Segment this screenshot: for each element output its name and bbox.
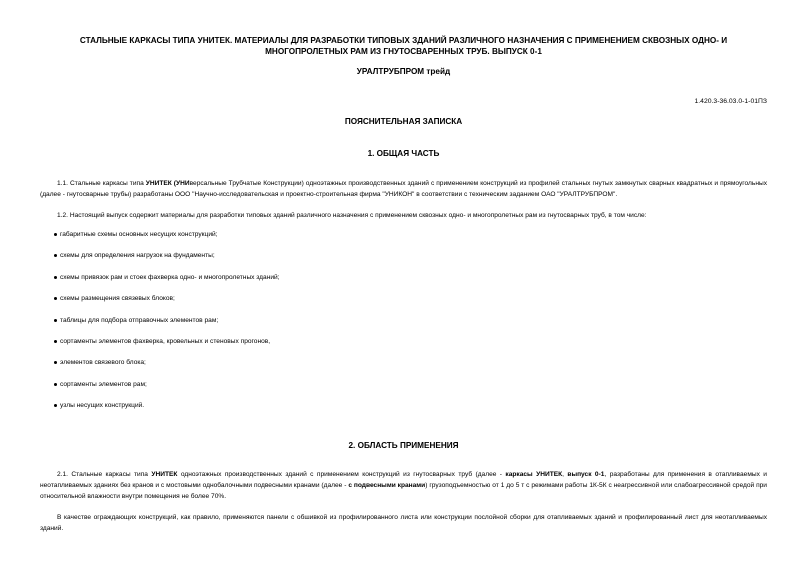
list-item: схемы привязок рам и стоек фахверка одно- и многопролетных зданий; [54,273,280,282]
bold-vypusk: выпуск 0-1 [567,471,605,478]
publisher-name: УРАЛТРУБПРОМ трейд [356,67,451,76]
bullet-icon [54,233,57,236]
list-item: таблицы для подбора отправочных элементов рам; [54,316,218,325]
section-1-heading: 1. ОБЩАЯ ЧАСТЬ [367,149,440,158]
list-item: схемы размещения связевых блоков; [54,294,175,303]
list-item: элементов связевого блока; [54,358,146,367]
title-line-1: СТАЛЬНЫЕ КАРКАСЫ ТИПА УНИТЕК. МАТЕРИАЛЫ ДЛЯ РАЗРАБОТКИ ТИПОВЫХ ЗДАНИЙ РАЗЛИЧНОГО НАЗНАЧЕНИЯ С ПРИМЕНЕНИЕМ СКВОЗНЫХ ОДНО- И [79,36,728,45]
bullet-icon [54,404,57,407]
bullet-icon [54,340,57,343]
bullet-icon [54,297,57,300]
bullet-icon [54,383,57,386]
list-item: узлы несущих конструкций. [54,401,144,410]
p1-text-b: версальные Трубчатые Конструкции) одноэтажных производственных зданий с применением конструкций из профилей стальных гнутых замкнутых сварных квадратных и прямоугольных (далее - гнутосварные трубы) разработаны ООО "Научно-исследовательская и проектно-строительная фирма "УНИКОН" в соответствии с техническим заданием ОАО "УРАЛТРУБПРОМ". [40,180,768,198]
section-2-heading: 2. ОБЛАСТЬ ПРИМЕНЕНИЯ [348,441,459,450]
bullet-icon [54,254,57,257]
bold-karkasy-unitek: каркасы УНИТЕК [505,471,563,478]
p1-text-a: 1.1. Стальные каркасы типа [57,180,146,187]
list-item: сортаменты элементов фахверка, кровельных и стеновых прогонов, [54,337,270,346]
bullet-icon [54,276,57,279]
section-1-paragraph-2: 1.2. Настоящий выпуск содержит материалы для разработки типовых зданий различного назначения с применением сквозных одно- и многопролетных рам из гнутосварных труб, в том числе: [57,212,647,219]
section-1-paragraph-1 [40,178,767,200]
bullet-icon [54,361,57,364]
bullet-icon [54,319,57,322]
note-heading: ПОЯСНИТЕЛЬНАЯ ЗАПИСКА [344,117,463,126]
bold-unitek: УНИТЕК [151,471,178,478]
section-2-paragraph-1: 2.1. Стальные каркасы типа УНИТЕК одноэтажных производственных зданий с применением конструкций из гнутосварных труб (далее - каркасы УНИТЕК, выпуск 0-1, разработаны для применения в отапливаемых и неотапливаемых зданиях без кранов и с мостовыми однобалочными подвесными кранами (далее - с подвесными кранами) грузоподъемностью от 1 до 5 т с режимами работы 1К-5К с неагрессивной или слабоагрессивной средой при относительной влажности внутри помещения не более 70%. [40,471,767,500]
list-item: сортаменты элементов рам; [54,380,147,389]
list-item: габаритные схемы основных несущих конструкций; [54,230,218,239]
list-item: схемы для определения нагрузок на фундаменты; [54,251,215,260]
bold-podvesnye-krany: с подвесными кранами [348,482,426,489]
document-number: 1.420.3-36.03.0-1-01ПЗ [694,98,767,105]
title-line-2: МНОГОПРОЛЕТНЫХ РАМ ИЗ ГНУТОСВАРЕННЫХ ТРУБ. ВЫПУСК 0-1 [265,47,542,56]
document-title [40,35,767,57]
p1-bold-unitek: УНИТЕК (УНИ [145,180,190,187]
section-2-paragraph-2: В качестве ограждающих конструкций, как правило, применяются панели с обшивкой из профилированного листа или конструкции послойной сборки для отапливаемых зданий и профилированный лист для неотапливаемых зданий. [40,514,767,532]
